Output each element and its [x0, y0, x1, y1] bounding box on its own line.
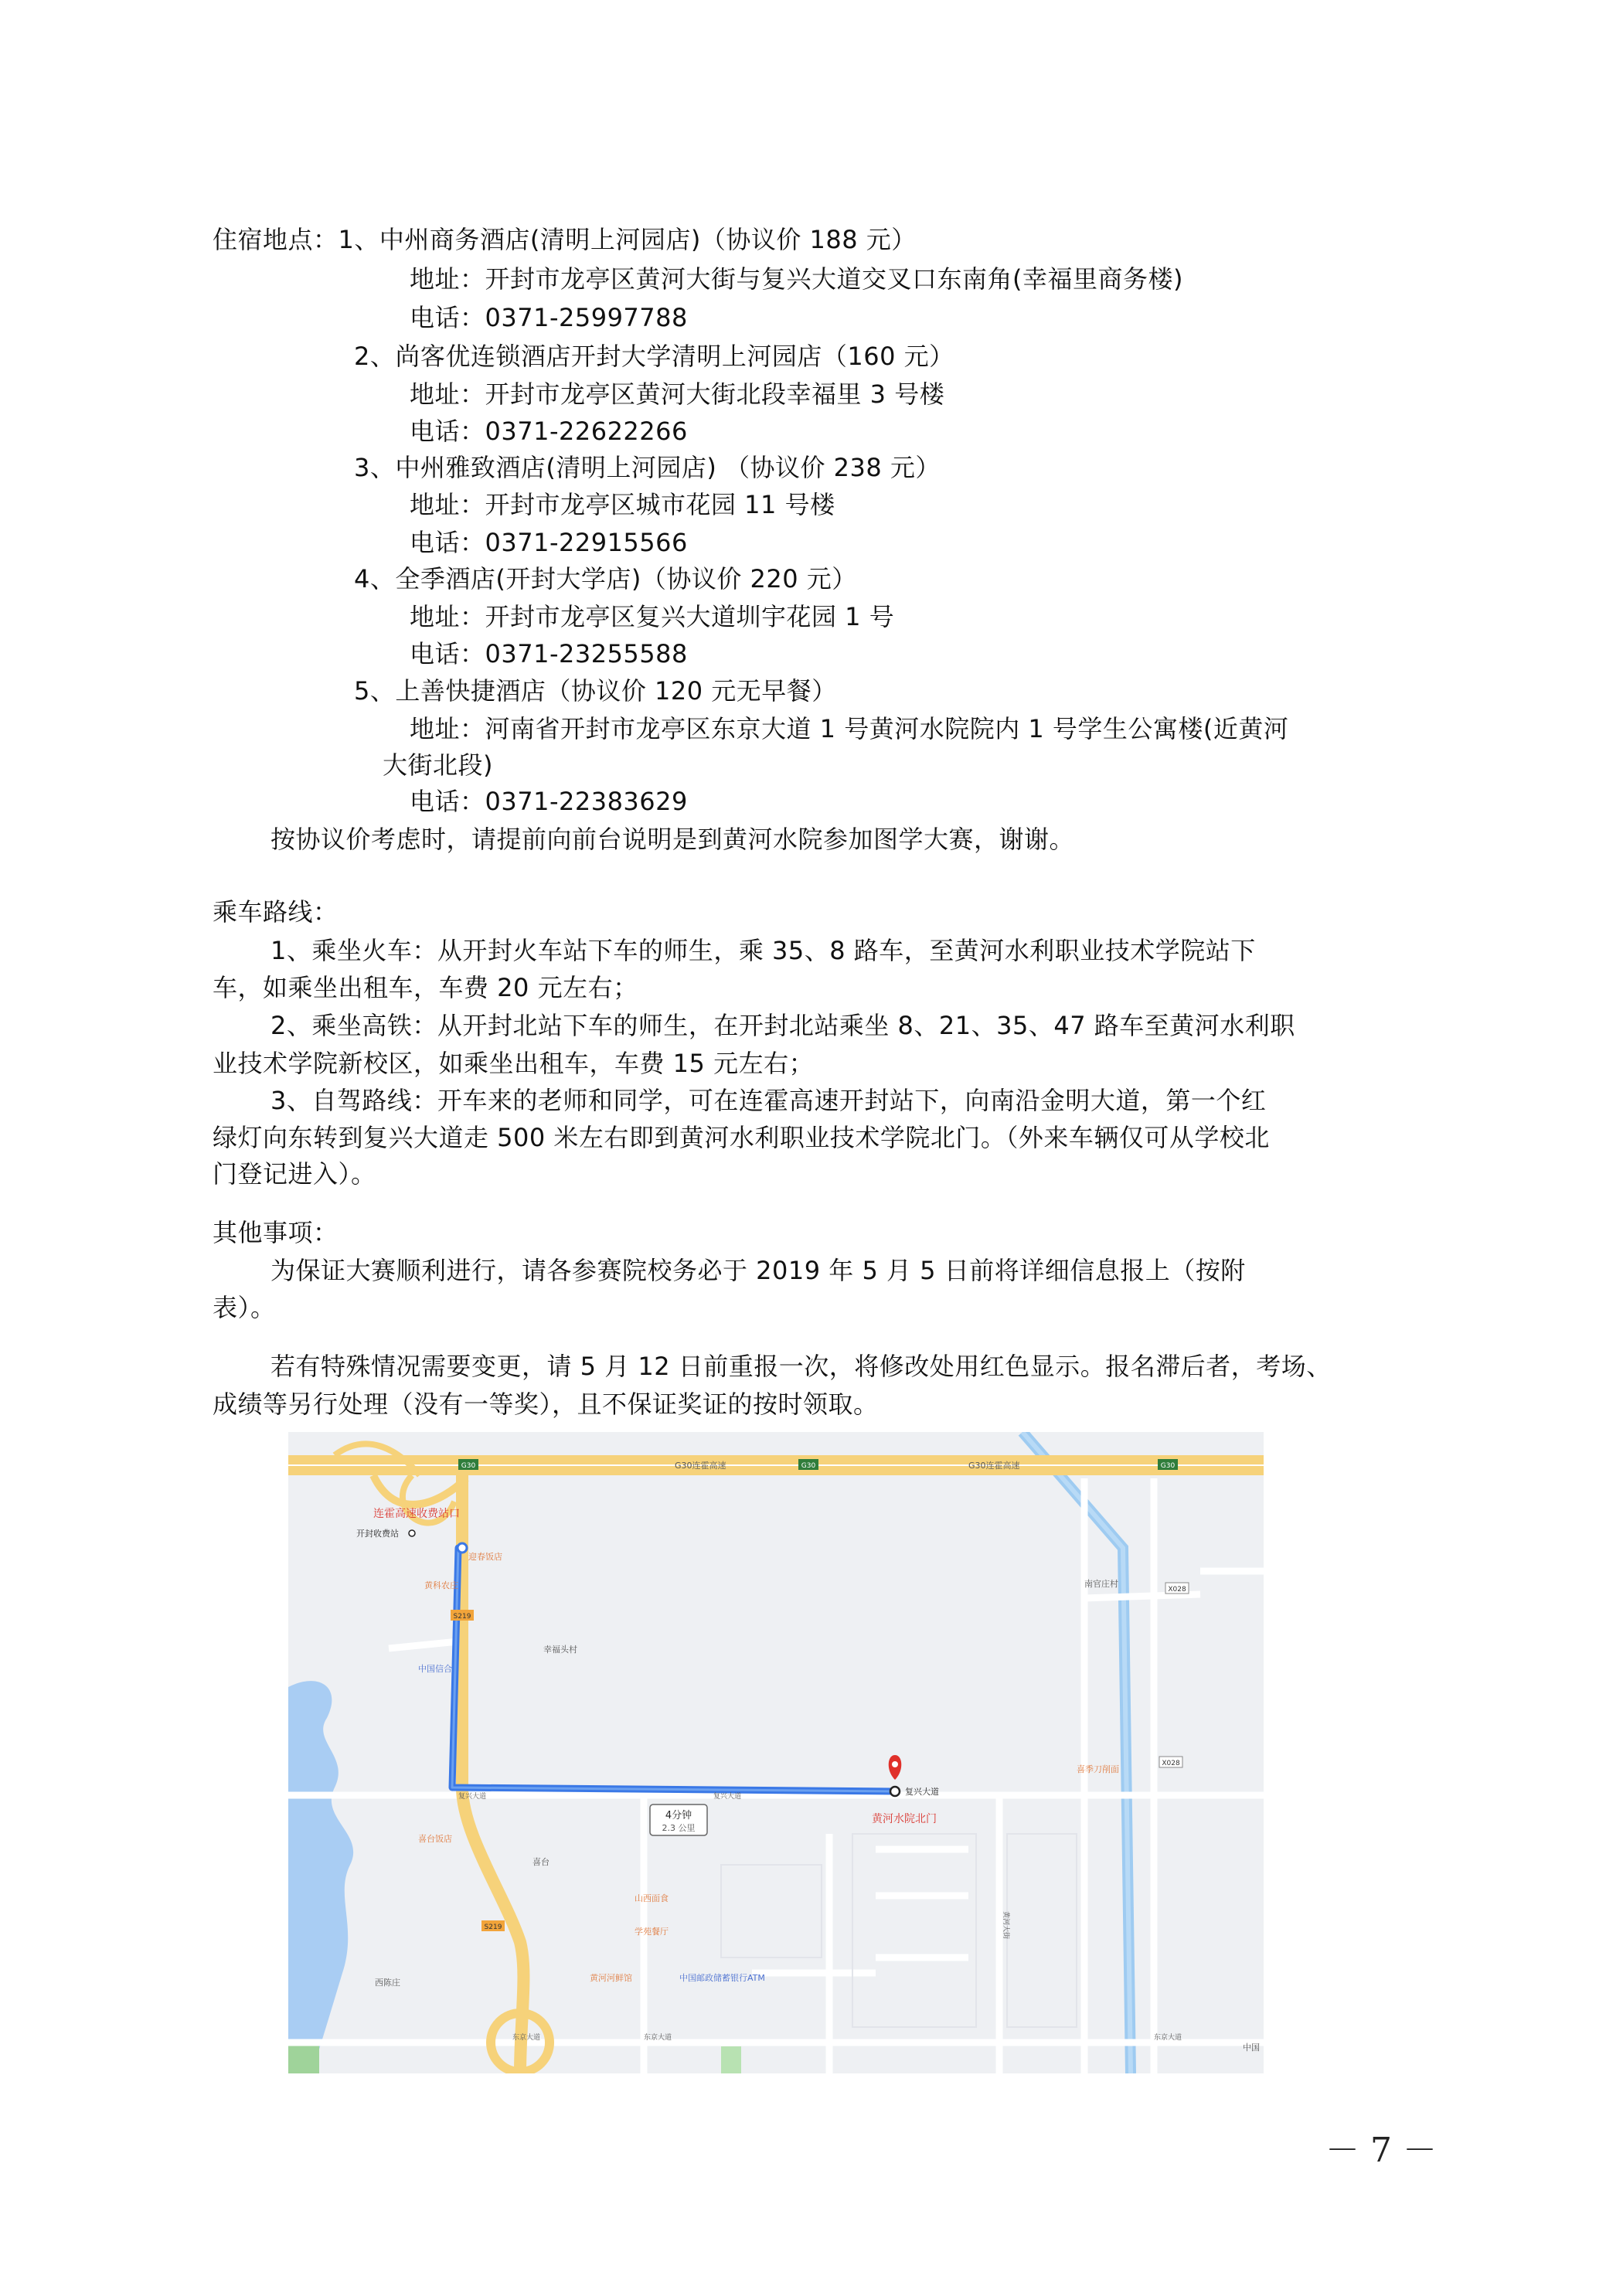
highway-label-1: G30连霍高速 — [675, 1461, 726, 1471]
hotel-1-phone: 电话：0371-25997788 — [410, 303, 688, 332]
page-number: － 7 － — [1325, 2131, 1437, 2170]
highway-label-2: G30连霍高速 — [968, 1461, 1020, 1471]
s219-shield-1 — [451, 1610, 474, 1621]
destination-road-label: 复兴大道 — [905, 1787, 939, 1797]
destination-label: 黄河水院北门 — [872, 1813, 937, 1825]
poi-yingchun: 迎春饭店 — [468, 1552, 502, 1562]
poi-xitai: 喜台饭店 — [418, 1834, 452, 1844]
huanghe-street-label: 黄河大街 — [1002, 1911, 1009, 1940]
poi-postal: 中国邮政储蓄银行ATM — [679, 1973, 765, 1983]
other-heading: 其他事项： — [213, 1218, 339, 1247]
hotel-4-name: 4、全季酒店(开封大学店)（协议价 220 元） — [354, 564, 857, 594]
hotel-1-address: 地址：开封市龙亭区黄河大街与复兴大道交叉口东南角(幸福里商务楼) — [410, 264, 1183, 294]
hotel-5-phone: 电话：0371-22383629 — [410, 787, 688, 816]
start-marker — [458, 1543, 467, 1553]
toll-station-label: 开封收费站 — [356, 1529, 399, 1539]
accommodation-heading: 住宿地点： — [213, 225, 339, 254]
poi-xueyuan: 学苑餐厅 — [635, 1927, 669, 1937]
dongjing-road-label-3: 东京大道 — [1154, 2034, 1182, 2042]
highway-shield-1 — [458, 1459, 478, 1470]
routes-heading: 乘车路线： — [213, 897, 339, 927]
dongjing-road-label-1: 东京大道 — [512, 2034, 541, 2042]
duration-box — [650, 1804, 707, 1835]
svg-text:X028: X028 — [1168, 1586, 1186, 1594]
duration-label: 4分钟 — [665, 1810, 692, 1821]
poi-china: 中国 — [1243, 2043, 1260, 2053]
x028-shield-1 — [1165, 1583, 1189, 1594]
other-p1-line1: 为保证大赛顺利进行，请各参赛院校务必于 2019 年 5 月 5 日前将详细信息报上（按附 — [270, 1256, 1246, 1285]
svg-text:G30: G30 — [461, 1462, 476, 1470]
hotel-2-address: 地址：开封市龙亭区黄河大街北段幸福里 3 号楼 — [410, 379, 945, 409]
fuxing-road-label-2: 复兴大道 — [713, 1793, 742, 1801]
route-3-line1: 3、自驾路线：开车来的老师和同学，可在连霍高速开封站下，向南沿金明大道，第一个红 — [270, 1086, 1267, 1115]
poi-shanxi: 山西面食 — [635, 1893, 669, 1903]
poi-nanguan: 南官庄村 — [1084, 1579, 1118, 1589]
poi-xiangcun: 黄科农庄 — [424, 1580, 458, 1590]
route-2-line1: 2、乘坐高铁：从开封北站下车的师生，在开封北站乘坐 8、21、35、47 路车至黄河水利职 — [270, 1011, 1295, 1040]
route-3-line3: 门登记进入）。 — [213, 1159, 376, 1189]
svg-text:G30: G30 — [801, 1462, 816, 1470]
x028-shield-2 — [1159, 1757, 1182, 1767]
other-p2-line2: 成绩等另行处理（没有一等奖），且不保证奖证的按时领取。 — [213, 1390, 879, 1419]
s219-shield-2 — [481, 1920, 505, 1931]
poi-noodle: 喜季刀削面 — [1077, 1764, 1119, 1774]
route-3-line2: 绿灯向东转到复兴大道走 500 米左右即到黄河水利职业技术学院北门。（外来车辆仅可从学校北 — [213, 1123, 1270, 1152]
fuxing-road-label-1: 复兴大道 — [458, 1793, 487, 1801]
toll-gate-label: 连霍高速收费站口 — [373, 1508, 460, 1520]
hotel-4-phone: 电话：0371-23255588 — [410, 639, 688, 668]
svg-text:S219: S219 — [484, 1924, 502, 1931]
poi-xinghua: 幸福头村 — [543, 1645, 577, 1655]
accommodation-heading-line — [213, 224, 917, 255]
hotel-3-name: 3、中州雅致酒店(清明上河园店) （协议价 238 元） — [354, 453, 941, 482]
poi-xichen: 西陈庄 — [375, 1978, 400, 1988]
route-1-line2: 车，如乘坐出租车，车费 20 元左右； — [213, 973, 638, 1002]
hotel-5-name: 5、上善快捷酒店（协议价 120 元无早餐） — [354, 676, 837, 706]
poi-xitai-area: 喜台 — [532, 1857, 550, 1867]
hotel-4-address: 地址：开封市龙亭区复兴大道圳宇花园 1 号 — [410, 602, 895, 631]
svg-text:G30: G30 — [1160, 1462, 1176, 1470]
hotel-2-phone: 电话：0371-22622266 — [410, 417, 688, 446]
route-2-line2: 业技术学院新校区，如乘坐出租车，车费 15 元左右； — [213, 1049, 815, 1078]
hotel-3-phone: 电话：0371-22915566 — [410, 528, 688, 557]
route-1-line1: 1、乘坐火车：从开封火车站下车的师生，乘 35、8 路车，至黄河水利职业技术学院站下 — [270, 936, 1256, 965]
poi-huanghe-fish: 黄河河鲜馆 — [590, 1973, 632, 1983]
highway-shield-3 — [1158, 1459, 1178, 1470]
accommodation-note: 按协议价考虑时，请提前向前台说明是到黄河水院参加图学大赛，谢谢。 — [270, 825, 1075, 854]
route-map — [288, 1432, 1264, 2073]
hotel-5-address-line1: 地址：河南省开封市龙亭区东京大道 1 号黄河水院院内 1 号学生公寓楼(近黄河 — [410, 714, 1289, 743]
hotel-5-address-line2: 大街北段) — [383, 750, 493, 780]
highway-shield-2 — [798, 1459, 818, 1470]
hotel-3-address: 地址：开封市龙亭区城市花园 11 号楼 — [410, 490, 835, 519]
hotel-2-name: 2、尚客优连锁酒店开封大学清明上河园店（160 元） — [354, 342, 954, 371]
route-map-svg — [288, 1432, 1264, 2073]
svg-text:S219: S219 — [453, 1613, 471, 1621]
other-p2-line1: 若有特殊情况需要变更，请 5 月 12 日前重报一次，将修改处用红色显示。报名滞后者，考场、 — [270, 1352, 1332, 1381]
other-p1-line2: 表）。 — [213, 1293, 276, 1322]
hotel-1-name: 1、中州商务酒店(清明上河园店)（协议价 188 元） — [338, 225, 917, 254]
poi-china-credit: 中国信合 — [418, 1664, 452, 1674]
dongjing-road-label-2: 东京大道 — [644, 2034, 672, 2042]
svg-text:X028: X028 — [1162, 1760, 1180, 1767]
distance-label: 2.3 公里 — [662, 1823, 696, 1833]
